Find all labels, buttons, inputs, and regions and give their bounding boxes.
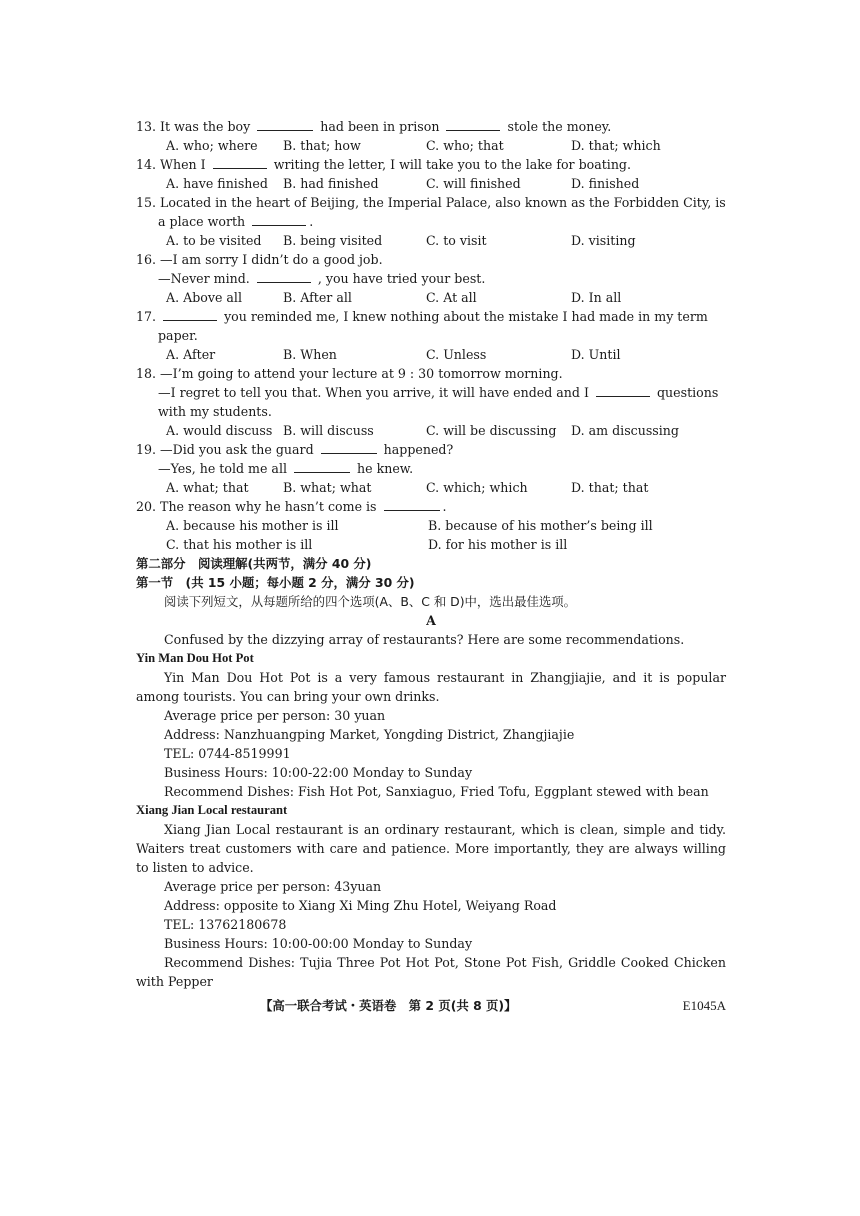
question-text: a place worth: [158, 214, 246, 229]
question-text: had been in prison: [320, 119, 440, 134]
question-text: —I’m going to attend your lecture at 9 : 30 tomorrow morning.: [160, 366, 563, 381]
options-18: [136, 421, 726, 440]
question-15-cont: a place worth .: [158, 214, 314, 229]
options-17: [136, 345, 726, 364]
restaurant-price: Average price per person: 30 yuan: [164, 708, 386, 723]
options-14: [136, 174, 726, 193]
options-20-row1: [136, 516, 726, 535]
answer-blank: [321, 441, 377, 454]
option-b: B. had finished: [283, 176, 379, 191]
question-16: [136, 250, 726, 269]
restaurant-price: Average price per person: 43yuan: [164, 879, 382, 894]
restaurant-dishes: Recommend Dishes: Tujia Three Pot Hot Pot, Stone Pot Fish, Griddle Cooked Chicken with Pepper: [136, 955, 726, 989]
option-d: D. that; that: [571, 480, 649, 495]
question-19-cont: [136, 459, 726, 478]
question-18-cont: [136, 383, 726, 402]
option-b: B. because of his mother’s being ill: [428, 518, 653, 533]
option-c: C. that his mother is ill: [166, 537, 313, 552]
restaurant-description: Xiang Jian Local restaurant is an ordinary restaurant, which is clean, simple and tidy. Waiters treat customers with care and patience. More importantly, they are always willing to listen to advice.: [136, 822, 726, 875]
passage-label: A: [426, 613, 436, 628]
question-number: 13.: [136, 119, 157, 134]
page-footer: [260, 996, 726, 1015]
restaurant-name: Xiang Jian Local restaurant: [136, 803, 288, 817]
question-text: paper.: [158, 328, 198, 343]
question-15: [136, 193, 726, 212]
option-b: B. will discuss: [283, 423, 374, 438]
question-text: —I regret to tell you that. When you arrive, it will have ended and I: [158, 385, 589, 400]
exam-page: [136, 117, 726, 991]
question-text: Located in the heart of Beijing, the Imperial Palace, also known as the Forbidden City, is: [160, 195, 726, 210]
option-d: D. for his mother is ill: [428, 537, 568, 552]
option-d: D. Until: [571, 347, 621, 362]
question-20: 20. The reason why he hasn’t come is .: [136, 499, 447, 514]
restaurant-address: Address: opposite to Xiang Xi Ming Zhu Hotel, Weiyang Road: [164, 898, 557, 913]
question-16-cont: [136, 269, 726, 288]
answer-blank: [213, 156, 267, 169]
question-text: When I: [160, 157, 206, 172]
question-text: It was the boy: [160, 119, 251, 134]
option-c: C. will finished: [426, 176, 521, 191]
question-text: —Did you ask the guard: [160, 442, 314, 457]
question-text: you reminded me, I knew nothing about the mistake I had made in my term: [224, 309, 708, 324]
question-number: 17.: [136, 309, 157, 324]
question-19: [136, 440, 726, 459]
option-b: B. being visited: [283, 233, 383, 248]
options-13: [136, 136, 726, 155]
option-c: C. will be discussing: [426, 423, 557, 438]
options-19: [136, 478, 726, 497]
option-d: D. finished: [571, 176, 640, 191]
options-16: [136, 288, 726, 307]
option-c: C. At all: [426, 290, 477, 305]
restaurant-tel: TEL: 13762180678: [164, 917, 287, 932]
restaurant-address: Address: Nanzhuangping Market, Yongding District, Zhangjiajie: [164, 727, 575, 742]
question-text: stole the money.: [507, 119, 612, 134]
question-17: [136, 307, 726, 326]
restaurant-dishes: Recommend Dishes: Fish Hot Pot, Sanxiaguo, Fried Tofu, Eggplant stewed with bean: [164, 784, 709, 799]
footer-title: 【高一联合考试・英语卷 第 2 页(共 8 页)】: [260, 998, 517, 1013]
option-a: A. After: [166, 347, 216, 362]
question-18: [136, 364, 726, 383]
options-20-row2: [136, 535, 726, 554]
option-b: B. When: [283, 347, 337, 362]
question-text: he knew.: [357, 461, 414, 476]
option-d: D. visiting: [571, 233, 636, 248]
question-text: —I am sorry I didn’t do a good job.: [160, 252, 383, 267]
option-a: A. Above all: [166, 290, 242, 305]
answer-blank: [257, 270, 311, 283]
options-15: [136, 231, 726, 250]
exam-code: E1045A: [682, 998, 726, 1013]
option-a: A. have finished: [166, 176, 268, 191]
option-a: A. to be visited: [166, 233, 262, 248]
option-c: C. Unless: [426, 347, 487, 362]
question-number: 16.: [136, 252, 157, 267]
answer-blank: [596, 384, 650, 397]
restaurant-hours: Business Hours: 10:00-00:00 Monday to Sunday: [164, 936, 473, 951]
option-c: C. who; that: [426, 138, 504, 153]
question-17-cont: [136, 326, 726, 345]
option-a: A. who; where: [166, 138, 258, 153]
question-text: —Yes, he told me all: [158, 461, 287, 476]
question-13: [136, 117, 726, 136]
option-b: B. that; how: [283, 138, 361, 153]
answer-blank: [446, 118, 500, 131]
question-14: [136, 155, 726, 174]
option-a: A. because his mother is ill: [166, 518, 339, 533]
option-d: D. that; which: [571, 138, 661, 153]
option-a: A. would discuss: [166, 423, 273, 438]
section1-heading: 第一节 (共 15 小题；每小题 2 分，满分 30 分): [136, 575, 415, 590]
restaurant-hours: Business Hours: 10:00-22:00 Monday to Sunday: [164, 765, 473, 780]
option-c: C. which; which: [426, 480, 528, 495]
option-c: C. to visit: [426, 233, 487, 248]
question-text: happened?: [383, 442, 454, 457]
answer-blank: [163, 308, 217, 321]
passage-intro: Confused by the dizzying array of restaurants? Here are some recommendations.: [164, 632, 685, 647]
question-text: —Never mind.: [158, 271, 250, 286]
question-text: The reason why he hasn’t come is: [160, 499, 377, 514]
answer-blank: [252, 213, 306, 226]
question-text: with my students.: [158, 404, 272, 419]
question-number: 15.: [136, 195, 157, 210]
question-number: 14.: [136, 157, 157, 172]
restaurant-description: Yin Man Dou Hot Pot is a very famous restaurant in Zhangjiajie, and it is popular among tourists. You can bring your own drinks.: [136, 670, 726, 704]
question-18-cont2: [136, 402, 726, 421]
question-number: 18.: [136, 366, 157, 381]
question-text: writing the letter, I will take you to the lake for boating.: [273, 157, 631, 172]
answer-blank: [384, 498, 440, 511]
question-number: 19.: [136, 442, 157, 457]
restaurant-tel: TEL: 0744-8519991: [164, 746, 291, 761]
option-a: A. what; that: [166, 480, 249, 495]
option-d: D. am discussing: [571, 423, 679, 438]
question-number: 20.: [136, 499, 157, 514]
part2-heading: 第二部分 阅读理解(共两节，满分 40 分): [136, 556, 372, 571]
question-text: questions: [657, 385, 719, 400]
answer-blank: [294, 460, 350, 473]
reading-instruction: 阅读下列短文，从每题所给的四个选项(A、B、C 和 D)中，选出最佳选项。: [164, 594, 577, 609]
option-b: B. what; what: [283, 480, 372, 495]
restaurant-name: Yin Man Dou Hot Pot: [136, 651, 254, 665]
question-text: , you have tried your best.: [317, 271, 486, 286]
option-d: D. In all: [571, 290, 622, 305]
answer-blank: [257, 118, 313, 131]
option-b: B. After all: [283, 290, 352, 305]
